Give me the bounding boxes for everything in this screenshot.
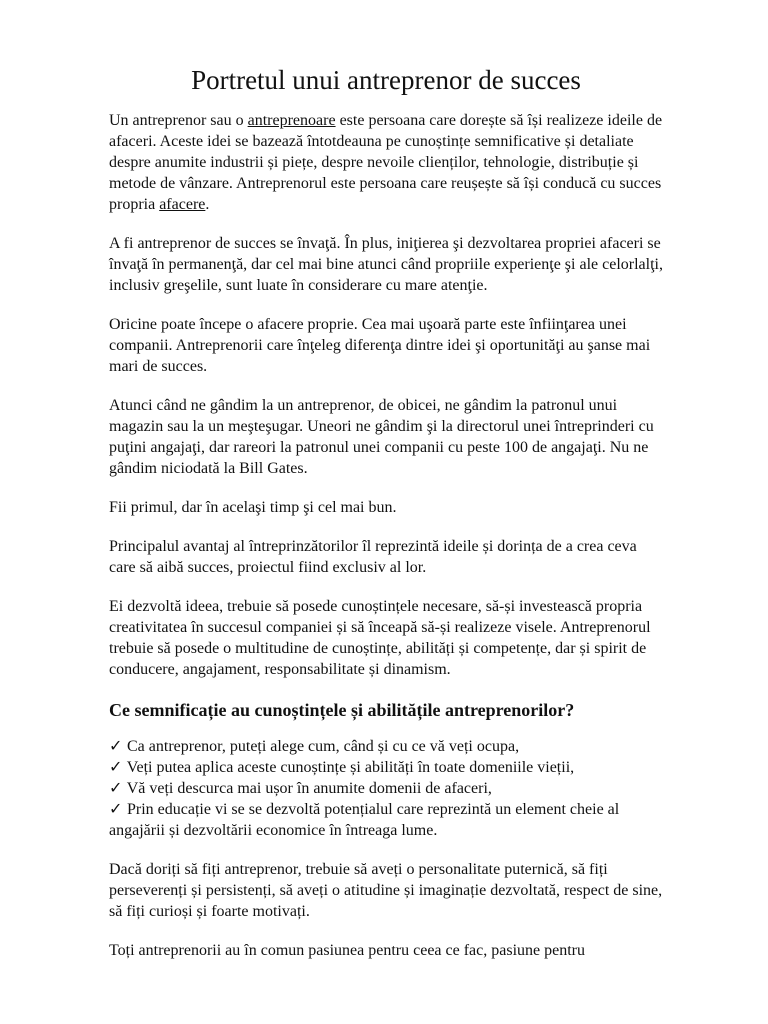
section-heading: Ce semnificație au cunoștințele și abilitățile antreprenorilor?	[109, 700, 575, 721]
link-afacere[interactable]: afacere	[159, 196, 206, 214]
benefits-checklist	[109, 736, 663, 841]
paragraph-personality: Dacă doriți să fiți antreprenor, trebuie să aveți o personalitate puternică, să fiți perseverenți și persistenți, să aveți o atitudine și imaginație dezvoltată, respect de sine, să fiți curioși și foarte motivați.	[109, 861, 663, 921]
paragraph-learning: A fi antreprenor de succes se învaţă. În plus, iniţierea şi dezvoltarea propriei afaceri se învaţă în permanenţă, dar cel mai bine atunci când propriile experienţe şi ale celorlalţi, inclusiv greşelile, sunt luate în considerare cu mare atenţie.	[109, 235, 663, 295]
list-item	[109, 778, 663, 799]
list-item	[109, 736, 663, 757]
list-item-text: Vă veți descurca mai ușor în anumite domenii de afaceri,	[126, 780, 492, 798]
checkmark-icon: ✓	[109, 801, 123, 819]
paragraph-anyone: Oricine poate începe o afacere proprie. Cea mai uşoară parte este înfiinţarea unei companii. Antreprenorii care înţeleg diferenţa dintre idei şi oportunităţi au şanse mai mari de succes.	[109, 316, 651, 376]
paragraph-passion: Toți antreprenorii au în comun pasiunea pentru ceea ce fac, pasiune pentru	[109, 942, 586, 960]
paragraph-text: Un antreprenor sau o	[109, 112, 248, 130]
paragraph-stereotype: Atunci când ne gândim la un antreprenor, de obicei, ne gândim la patronul unui magazin sau la un meşteşugar. Uneori ne gândim şi la directorul unei întreprinderi cu puţini angajaţi, dar rareori la patronul unei companii cu peste 100 de angajaţi. Nu ne gândim niciodată la Bill Gates.	[109, 397, 654, 478]
paragraph-text: .	[205, 196, 210, 214]
checkmark-icon: ✓	[109, 759, 123, 777]
list-item-text: Veți putea aplica aceste cunoștințe și abilități în toate domeniile vieții,	[126, 759, 575, 777]
list-item	[109, 799, 663, 841]
paragraph-text: este persoana care dorește să își realizeze ideile de afaceri. Aceste idei se bazează întotdeauna pe cunoștințe semnificative și detaliate despre anumite industrii și piețe, despre nevoile clienților, tehnologie, distribuție și metode de vânzare. Antreprenorul este persoana care reușește să își conducă cu succes propria	[109, 112, 663, 214]
checkmark-icon: ✓	[109, 738, 123, 756]
paragraph-definition	[109, 110, 663, 215]
checkmark-icon: ✓	[109, 780, 123, 798]
paragraph-skills: Ei dezvoltă ideea, trebuie să posede cunoștințele necesare, să-și investească propria creativitatea în succesul companiei și să înceapă să-și realizeze visele. Antreprenorul trebuie să posede o multitudine de cunoștințe, abilități și competențe, dar și spirit de conducere, angajament, responsabilitate și dinamism.	[109, 598, 651, 679]
page-title: Portretul unui antreprenor de succes	[191, 65, 581, 95]
list-item-text: Prin educație vi se se dezvoltă potențialul care reprezintă un element cheie al angajării și dezvoltării economice în întreaga lume.	[109, 801, 620, 840]
paragraph-motto: Fii primul, dar în acelaşi timp şi cel mai bun.	[109, 499, 397, 517]
document-page	[109, 64, 663, 979]
list-item-text: Ca antreprenor, puteți alege cum, când și cu ce vă veți ocupa,	[127, 738, 520, 756]
paragraph-advantage: Principalul avantaj al întreprinzătorilor îl reprezintă ideile și dorința de a crea ceva care să aibă succes, proiectul fiind exclusiv al lor.	[109, 538, 637, 577]
link-antreprenoare[interactable]: antreprenoare	[247, 112, 336, 130]
list-item	[109, 757, 663, 778]
